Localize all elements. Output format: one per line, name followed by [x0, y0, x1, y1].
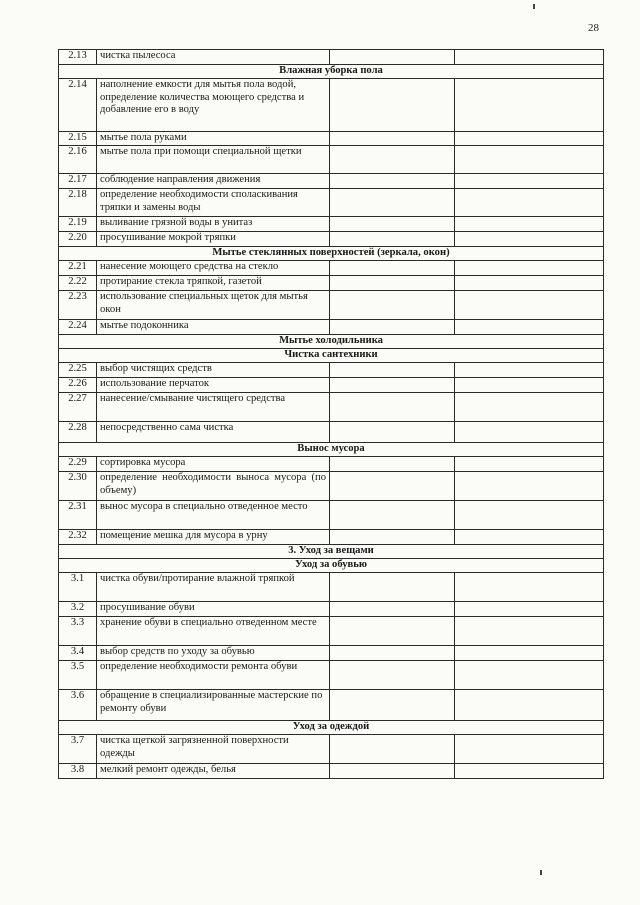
assessment-cell[interactable]: [455, 79, 604, 132]
item-number: 2.29: [59, 457, 97, 472]
table-row: [59, 690, 604, 721]
assessment-cell[interactable]: [330, 174, 455, 189]
table-row: [59, 617, 604, 646]
assessment-cell[interactable]: [330, 573, 455, 602]
assessment-cell[interactable]: [330, 602, 455, 617]
table-row: [59, 530, 604, 545]
table-row: [59, 276, 604, 291]
item-number: 2.22: [59, 276, 97, 291]
item-description: чистка щеткой загрязненной поверхности одежды: [97, 735, 330, 764]
skills-checklist-table: [58, 49, 604, 779]
item-number: 2.17: [59, 174, 97, 189]
assessment-cell[interactable]: [330, 393, 455, 422]
table-row: [59, 189, 604, 217]
table-row: [59, 393, 604, 422]
assessment-cell[interactable]: [455, 472, 604, 501]
item-number: 3.5: [59, 661, 97, 690]
assessment-cell[interactable]: [455, 501, 604, 530]
section-title: 3. Уход за вещами: [59, 545, 604, 559]
item-number: 2.27: [59, 393, 97, 422]
item-number: 2.26: [59, 378, 97, 393]
assessment-cell[interactable]: [455, 573, 604, 602]
assessment-cell[interactable]: [455, 457, 604, 472]
assessment-cell[interactable]: [330, 79, 455, 132]
assessment-cell[interactable]: [330, 261, 455, 276]
assessment-cell[interactable]: [455, 602, 604, 617]
assessment-cell[interactable]: [455, 690, 604, 721]
table-row: [59, 261, 604, 276]
item-description: просушивание обуви: [97, 602, 330, 617]
scan-speck: [540, 870, 542, 875]
item-number: 2.20: [59, 232, 97, 247]
assessment-cell[interactable]: [455, 617, 604, 646]
assessment-cell[interactable]: [455, 422, 604, 443]
item-description: просушивание мокрой тряпки: [97, 232, 330, 247]
assessment-cell[interactable]: [330, 764, 455, 779]
table-row: [59, 363, 604, 378]
item-description: помещение мешка для мусора в урну: [97, 530, 330, 545]
table-row: [59, 232, 604, 247]
item-description: нанесение моющего средства на стекло: [97, 261, 330, 276]
item-number: 3.7: [59, 735, 97, 764]
assessment-cell[interactable]: [455, 393, 604, 422]
assessment-cell[interactable]: [330, 276, 455, 291]
scan-speck: [533, 4, 535, 9]
section-title: Уход за обувью: [59, 559, 604, 573]
item-number: 3.4: [59, 646, 97, 661]
item-number: 2.15: [59, 132, 97, 146]
assessment-cell[interactable]: [455, 50, 604, 65]
item-description: мелкий ремонт одежды, белья: [97, 764, 330, 779]
item-description: выбор чистящих средств: [97, 363, 330, 378]
section-title: Мытье стеклянных поверхностей (зеркала, окон): [59, 247, 604, 261]
item-number: 2.16: [59, 146, 97, 174]
item-description: хранение обуви в специально отведенном месте: [97, 617, 330, 646]
table-row: [59, 50, 604, 65]
item-number: 3.2: [59, 602, 97, 617]
table-row: [59, 291, 604, 320]
item-description: выбор средств по уходу за обувью: [97, 646, 330, 661]
item-number: 3.6: [59, 690, 97, 721]
item-number: 2.31: [59, 501, 97, 530]
item-description: определение необходимости ремонта обуви: [97, 661, 330, 690]
item-number: 3.3: [59, 617, 97, 646]
item-number: 2.24: [59, 320, 97, 335]
table-body: [59, 50, 604, 779]
assessment-cell[interactable]: [330, 735, 455, 764]
item-description: обращение в специализированные мастерские по ремонту обуви: [97, 690, 330, 721]
assessment-cell[interactable]: [330, 378, 455, 393]
item-number: 2.21: [59, 261, 97, 276]
item-description: наполнение емкости для мытья пола водой, определение количества моющего средства и добавление его в воду: [97, 79, 330, 132]
assessment-cell[interactable]: [455, 132, 604, 146]
table-row: [59, 217, 604, 232]
table-row: [59, 573, 604, 602]
assessment-cell[interactable]: [455, 291, 604, 320]
assessment-cell[interactable]: [330, 232, 455, 247]
item-number: 2.13: [59, 50, 97, 65]
table-row: [59, 646, 604, 661]
item-number: 3.8: [59, 764, 97, 779]
table-row: [59, 320, 604, 335]
section-header-row: [59, 65, 604, 79]
assessment-cell[interactable]: [455, 217, 604, 232]
assessment-cell[interactable]: [455, 735, 604, 764]
item-description: соблюдение направления движения: [97, 174, 330, 189]
assessment-cell[interactable]: [455, 261, 604, 276]
item-number: 2.19: [59, 217, 97, 232]
assessment-cell[interactable]: [330, 457, 455, 472]
item-description: определение необходимости споласкивания тряпки и замены воды: [97, 189, 330, 217]
assessment-cell[interactable]: [455, 530, 604, 545]
section-title: Чистка сантехники: [59, 349, 604, 363]
assessment-cell[interactable]: [330, 472, 455, 501]
section-header-row: [59, 443, 604, 457]
table-row: [59, 79, 604, 132]
assessment-cell[interactable]: [330, 661, 455, 690]
assessment-cell[interactable]: [330, 363, 455, 378]
item-description: определение необходимости выноса мусора (по объему): [97, 472, 330, 501]
assessment-cell[interactable]: [330, 146, 455, 174]
section-title: Вынос мусора: [59, 443, 604, 457]
assessment-cell[interactable]: [455, 146, 604, 174]
assessment-cell[interactable]: [455, 764, 604, 779]
assessment-cell[interactable]: [330, 217, 455, 232]
assessment-cell[interactable]: [330, 132, 455, 146]
item-description: использование специальных щеток для мытья окон: [97, 291, 330, 320]
table-row: [59, 174, 604, 189]
item-number: 2.18: [59, 189, 97, 217]
item-description: сортировка мусора: [97, 457, 330, 472]
item-number: 2.28: [59, 422, 97, 443]
assessment-cell[interactable]: [330, 617, 455, 646]
item-number: 3.1: [59, 573, 97, 602]
table-row: [59, 735, 604, 764]
table-row: [59, 501, 604, 530]
table-row: [59, 661, 604, 690]
assessment-cell[interactable]: [455, 189, 604, 217]
item-description: чистка пылесоса: [97, 50, 330, 65]
item-description: нанесение/смывание чистящего средства: [97, 393, 330, 422]
item-description: мытье пола при помощи специальной щетки: [97, 146, 330, 174]
table-row: [59, 422, 604, 443]
assessment-cell[interactable]: [330, 320, 455, 335]
item-description: мытье пола руками: [97, 132, 330, 146]
assessment-cell[interactable]: [330, 189, 455, 217]
section-header-row: [59, 545, 604, 559]
assessment-cell[interactable]: [330, 646, 455, 661]
assessment-cell[interactable]: [330, 291, 455, 320]
item-description: использование перчаток: [97, 378, 330, 393]
section-header-row: [59, 559, 604, 573]
assessment-cell[interactable]: [330, 422, 455, 443]
assessment-cell[interactable]: [455, 363, 604, 378]
section-header-row: [59, 349, 604, 363]
section-title: Уход за одеждой: [59, 721, 604, 735]
table-row: [59, 132, 604, 146]
item-description: мытье подоконника: [97, 320, 330, 335]
section-header-row: [59, 247, 604, 261]
assessment-cell[interactable]: [330, 690, 455, 721]
assessment-cell[interactable]: [455, 661, 604, 690]
table-row: [59, 378, 604, 393]
page-number: 28: [588, 22, 599, 34]
assessment-cell[interactable]: [455, 232, 604, 247]
item-description: выливание грязной воды в унитаз: [97, 217, 330, 232]
section-header-row: [59, 721, 604, 735]
assessment-cell[interactable]: [330, 50, 455, 65]
assessment-cell[interactable]: [455, 646, 604, 661]
assessment-cell[interactable]: [455, 320, 604, 335]
item-description: протирание стекла тряпкой, газетой: [97, 276, 330, 291]
item-description: непосредственно сама чистка: [97, 422, 330, 443]
item-number: 2.25: [59, 363, 97, 378]
assessment-cell[interactable]: [330, 530, 455, 545]
section-title: Влажная уборка пола: [59, 65, 604, 79]
item-number: 2.14: [59, 79, 97, 132]
section-header-row: [59, 335, 604, 349]
assessment-cell[interactable]: [455, 174, 604, 189]
table-row: [59, 472, 604, 501]
item-number: 2.32: [59, 530, 97, 545]
table-row: [59, 602, 604, 617]
table-row: [59, 764, 604, 779]
item-description: вынос мусора в специально отведенное место: [97, 501, 330, 530]
item-number: 2.30: [59, 472, 97, 501]
assessment-cell[interactable]: [330, 501, 455, 530]
assessment-cell[interactable]: [455, 378, 604, 393]
item-number: 2.23: [59, 291, 97, 320]
table-row: [59, 146, 604, 174]
section-title: Мытье холодильника: [59, 335, 604, 349]
item-description: чистка обуви/протирание влажной тряпкой: [97, 573, 330, 602]
assessment-cell[interactable]: [455, 276, 604, 291]
table-row: [59, 457, 604, 472]
